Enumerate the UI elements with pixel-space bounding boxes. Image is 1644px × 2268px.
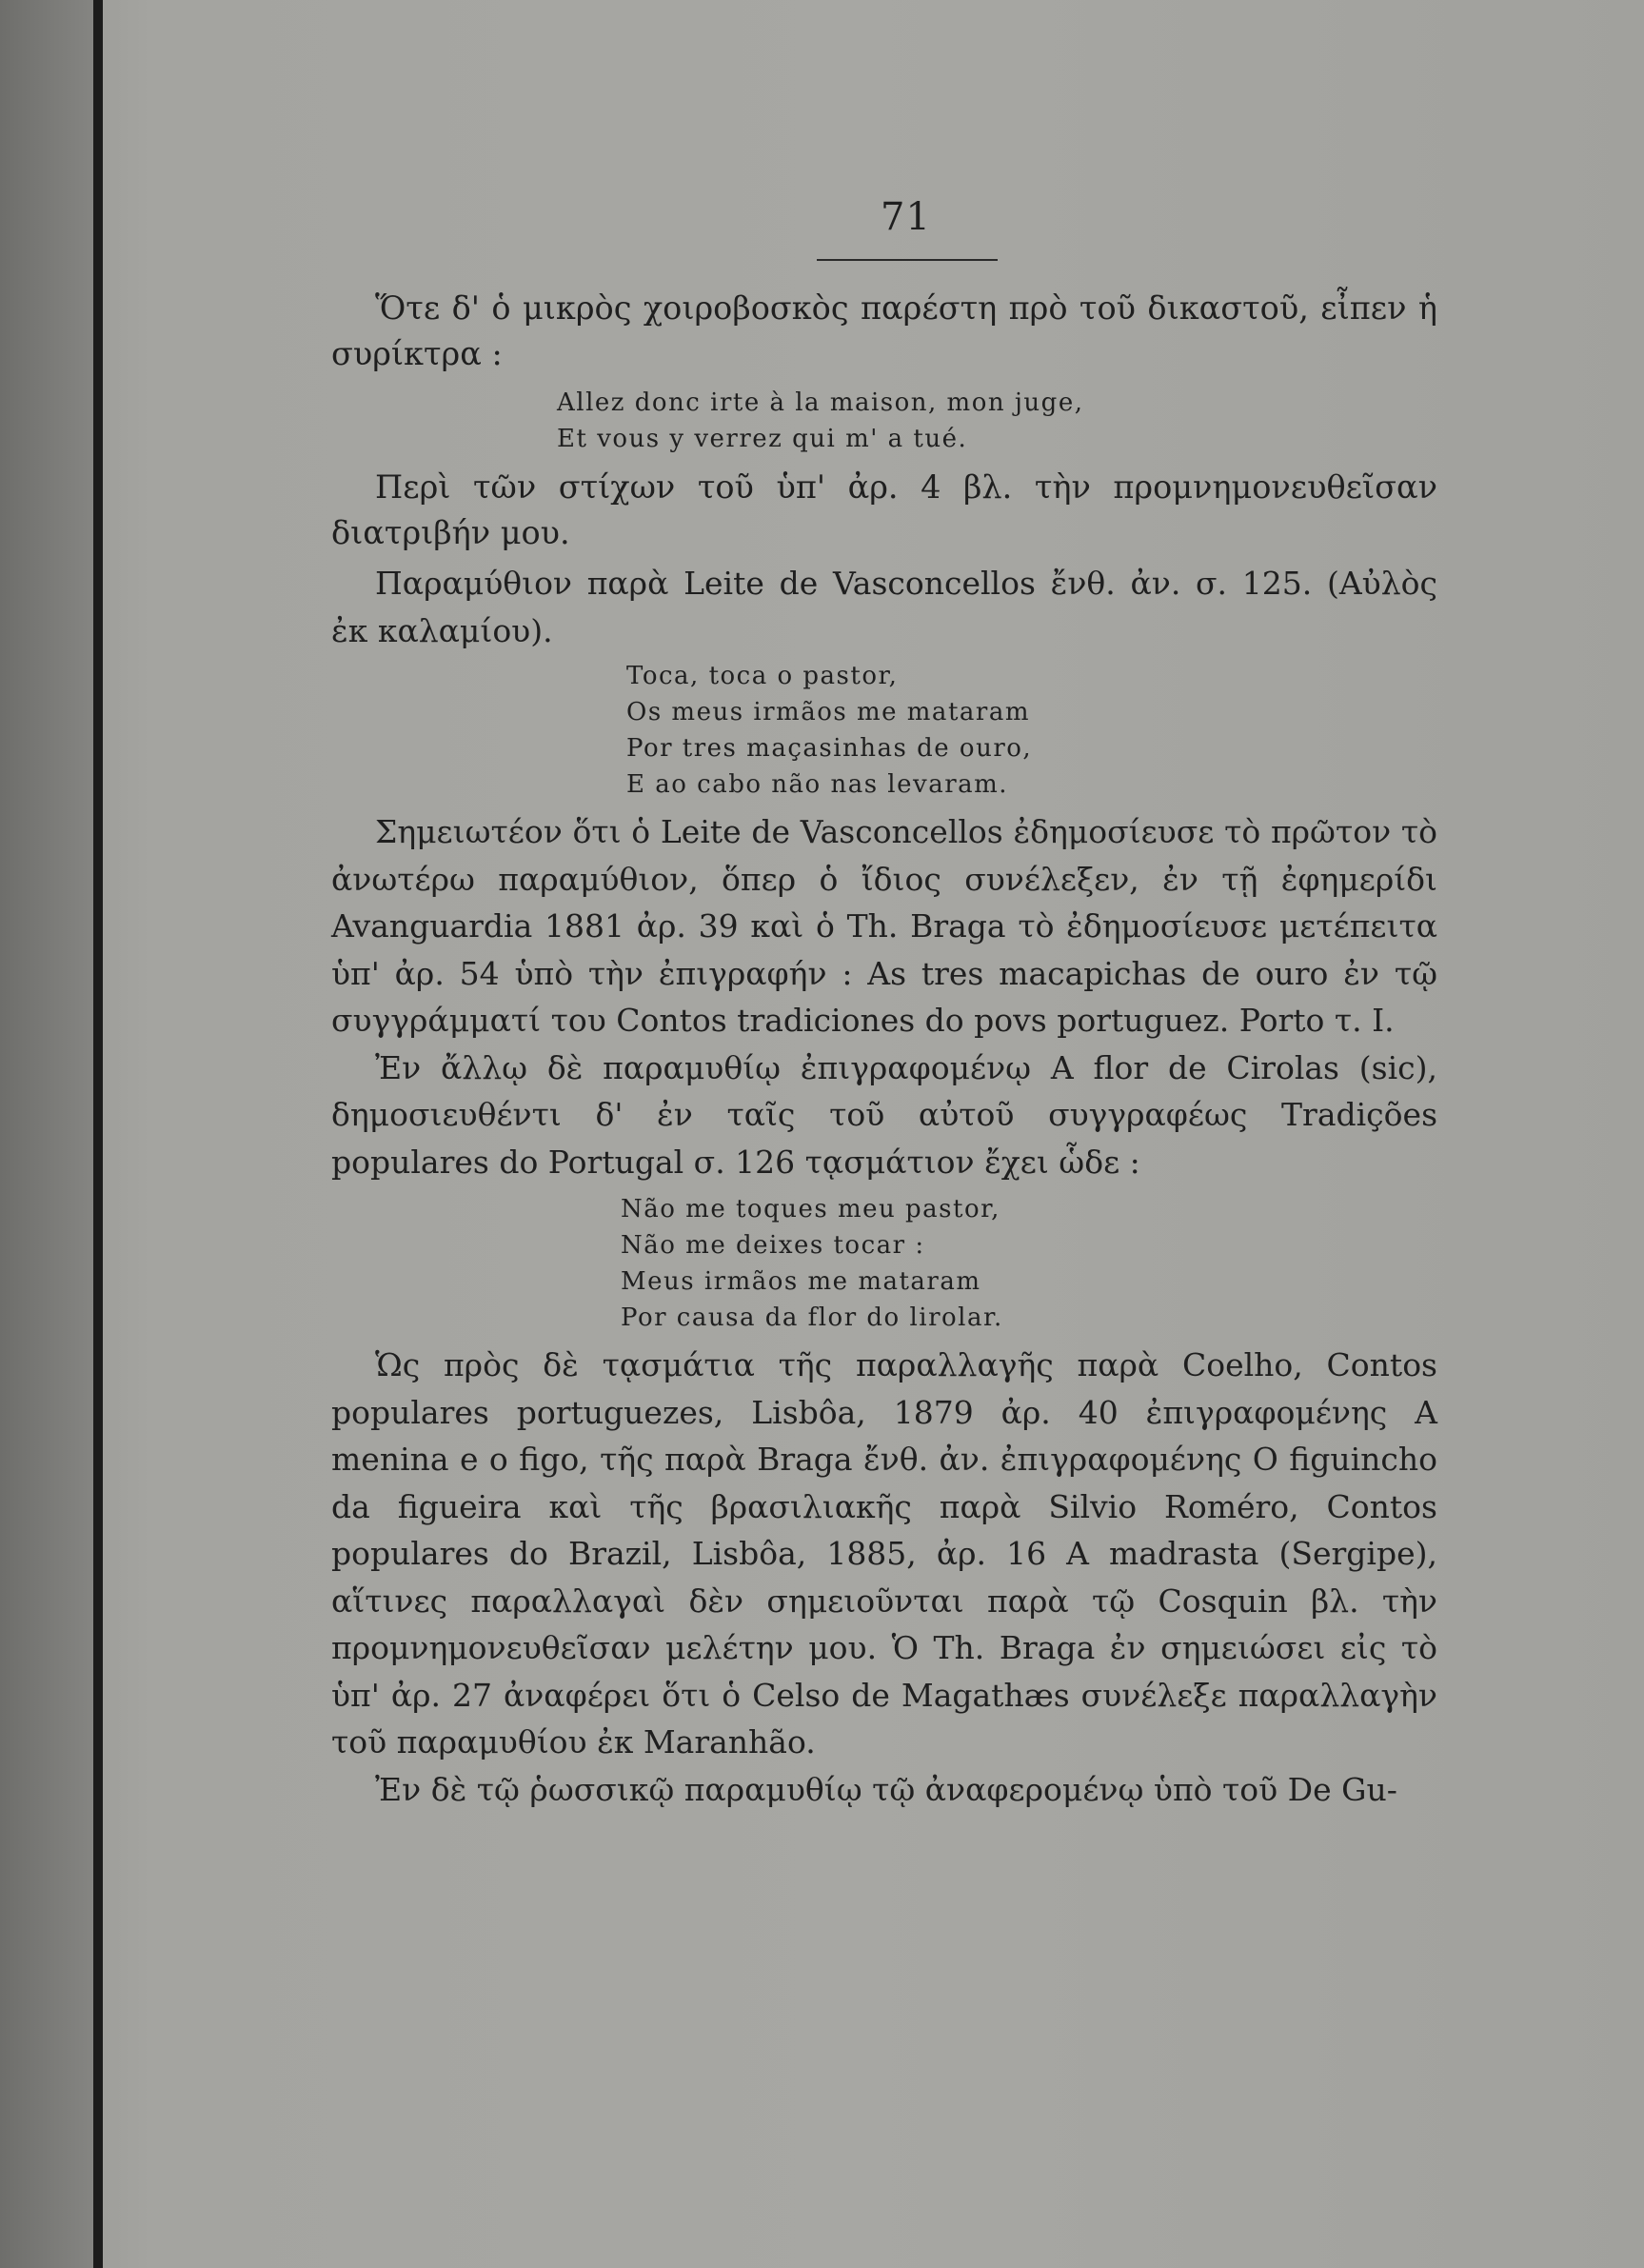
paragraph-7: Ἐν δὲ τῷ ῥωσσικῷ παραμυθίῳ τῷ ἀναφερομένῳ ὑπὸ τοῦ De Gu-	[375, 1770, 1397, 1808]
paragraph-2: Περὶ τῶν στίχων τοῦ ὑπ' ἀρ. 4 βλ. τὴν προμνημονευθεῖσαν διατριβήν μου.	[331, 468, 1437, 551]
verse-2	[626, 658, 1437, 803]
verse-line: Toca, toca o pastor,	[626, 662, 899, 690]
book-spine	[93, 0, 103, 2268]
header-rule	[817, 259, 998, 261]
paragraph-6: Ὡς πρὸς δὲ τᾳσμάτια τῆς παραλλαγῆς παρὰ Coelho, Contos populares portuguezes, Lisbôa, 1879 ἀρ. 40 ἐπιγραφομένης A menina e o figo, τῆς παρὰ Braga ἔνθ. ἀν. ἐπιγραφομένης O figuincho da figueira καὶ τῆς βρασιλιακῆς παρὰ Silvio Roméro, Contos populares do Brazil, Lisbôa, 1885, ἀρ. 16 A madrasta (Sergipe), αἵτινες παραλλαγαὶ δὲν σημειοῦνται παρὰ τῷ Cosquin βλ. τὴν προμνημονευθεῖσαν μελέτην μου. Ὁ Th. Braga ἐν σημειώσει εἰς τὸ ὑπ' ἀρ. 27 ἀναφέρει ὅτι ὁ Celso de Magathæs συνέλεξε παραλλαγὴν τοῦ παραμυθίου ἐκ Maranhão.	[331, 1346, 1437, 1761]
page-body	[331, 286, 1437, 1813]
verse-line: Por causa da flor do lirolar.	[621, 1303, 1003, 1332]
page-number: 71	[881, 195, 931, 239]
paragraph-5: Ἐν ἄλλῳ δὲ παραμυθίῳ ἐπιγραφομένῳ A flor de Cirolas (sic), δημοσιευθέντι δ' ἐν ταῖς τοῦ αὐτοῦ συγγραφέως Tradições populares do Portugal σ. 126 τᾳσμάτιον ἔχει ὧδε :	[331, 1048, 1437, 1181]
paragraph-3: Παραμύθιον παρὰ Leite de Vasconcellos ἔνθ. ἀν. σ. 125. (Αὐλὸς ἐκ καλαμίου).	[331, 565, 1437, 649]
verse-line: Por tres maçasinhas de ouro,	[626, 734, 1033, 763]
page-edge	[0, 0, 93, 2268]
paragraph-4: Σημειωτέον ὅτι ὁ Leite de Vasconcellos ἐδημοσίευσε τὸ πρῶτον τὸ ἀνωτέρω παραμύθιον, ὅπερ ὁ ἴδιος συνέλεξεν, ἐν τῇ ἐφημερίδι Avanguardia 1881 ἀρ. 39 καὶ ὁ Th. Braga τὸ ἐδημοσίευσε μετέπειτα ὑπ' ἀρ. 54 ὑπὸ τὴν ἐπιγραφήν : As tres macapichas de ouro ἐν τῷ συγγράμματί του Contos tradiciones do povs portuguez. Porto τ. I.	[331, 813, 1437, 1039]
verse-line: Allez donc irte à la maison, mon juge,	[557, 388, 1084, 417]
verse-line: Et vous y verrez qui m' a tué.	[557, 425, 968, 453]
verse-line: Não me deixes tocar :	[621, 1231, 925, 1260]
verse-line: Não me toques meu pastor,	[621, 1195, 1000, 1224]
verse-line: Meus irmãos me mataram	[621, 1267, 981, 1296]
paragraph-1: Ὅτε δ' ὁ μικρὸς χοιροβοσκὸς παρέστη πρὸ τοῦ δικαστοῦ, εἶπεν ἡ συρίκτρα :	[331, 289, 1437, 372]
verse-3	[621, 1191, 1437, 1336]
verse-line: Os meus irmãos me mataram	[626, 698, 1030, 726]
verse-1	[557, 385, 1437, 457]
verse-line: E ao cabo não nas levaram.	[626, 770, 1009, 799]
